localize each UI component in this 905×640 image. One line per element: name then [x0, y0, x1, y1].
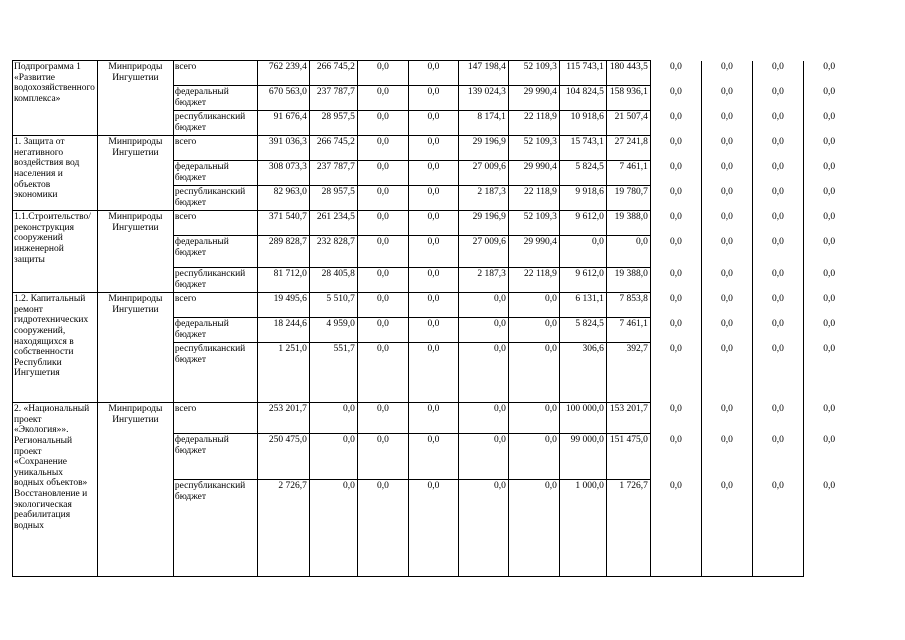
program-name: 1.1.Строительство/реконструкция сооружений инженерной защиты: [13, 211, 98, 293]
value-cell: 0,0: [752, 403, 803, 434]
value-cell: 0,0: [701, 403, 752, 434]
value-cell: 0,0: [650, 186, 701, 211]
value-cell: 0,0: [752, 86, 803, 111]
value-cell: 0,0: [752, 293, 803, 318]
value-cell: 0,0: [752, 236, 803, 268]
value-cell: 0,0: [701, 268, 752, 293]
value-cell: 306,6: [559, 343, 606, 403]
value-cell: 19 495,6: [257, 293, 309, 318]
value-cell: 151 475,0: [606, 434, 650, 480]
value-cell: 0,0: [701, 318, 752, 343]
table-row: [13, 136, 855, 161]
value-cell: 0,0: [803, 480, 854, 577]
funding-source: федеральный бюджет: [173, 86, 257, 111]
value-cell: 0,0: [508, 293, 559, 318]
value-cell: 0,0: [458, 480, 508, 577]
funding-source: всего: [173, 211, 257, 236]
value-cell: 2 187,3: [458, 186, 508, 211]
value-cell: 0,0: [309, 434, 357, 480]
value-cell: 0,0: [752, 480, 803, 577]
value-cell: 308 073,3: [257, 161, 309, 186]
value-cell: 180 443,5: [606, 61, 650, 86]
value-cell: 10 918,6: [559, 111, 606, 136]
value-cell: 22 118,9: [508, 268, 559, 293]
value-cell: 27 009,6: [458, 161, 508, 186]
value-cell: 0,0: [357, 293, 408, 318]
value-cell: 0,0: [701, 480, 752, 577]
value-cell: 0,0: [408, 343, 458, 403]
value-cell: 0,0: [752, 211, 803, 236]
funding-source: республиканский бюджет: [173, 111, 257, 136]
executor-name: Минприроды Ингушетии: [97, 136, 173, 211]
value-cell: 100 000,0: [559, 403, 606, 434]
value-cell: 0,0: [650, 61, 701, 86]
executor-name: Минприроды Ингушетии: [97, 61, 173, 136]
value-cell: 0,0: [803, 403, 854, 434]
value-cell: 0,0: [803, 86, 854, 111]
value-cell: 0,0: [752, 61, 803, 86]
value-cell: 0,0: [803, 61, 854, 86]
value-cell: 0,0: [803, 186, 854, 211]
value-cell: 0,0: [803, 293, 854, 318]
value-cell: 0,0: [803, 161, 854, 186]
value-cell: 0,0: [357, 268, 408, 293]
value-cell: 0,0: [559, 236, 606, 268]
funding-source: всего: [173, 293, 257, 318]
value-cell: 0,0: [508, 480, 559, 577]
value-cell: 0,0: [701, 434, 752, 480]
value-cell: 0,0: [803, 268, 854, 293]
value-cell: 0,0: [357, 434, 408, 480]
value-cell: 289 828,7: [257, 236, 309, 268]
program-name: Подпрограмма 1 «Развитие водохозяйственного комплекса»: [13, 61, 98, 136]
value-cell: 0,0: [408, 211, 458, 236]
value-cell: 0,0: [357, 161, 408, 186]
value-cell: 0,0: [701, 293, 752, 318]
value-cell: 7 853,8: [606, 293, 650, 318]
value-cell: 22 118,9: [508, 111, 559, 136]
value-cell: 0,0: [803, 318, 854, 343]
value-cell: 147 198,4: [458, 61, 508, 86]
funding-source: федеральный бюджет: [173, 161, 257, 186]
value-cell: 139 024,3: [458, 86, 508, 111]
value-cell: 29 990,4: [508, 161, 559, 186]
value-cell: 237 787,7: [309, 86, 357, 111]
value-cell: 52 109,3: [508, 211, 559, 236]
program-name: 1. Защита от негативного воздействия вод населения и объектов экономики: [13, 136, 98, 211]
value-cell: 0,0: [357, 236, 408, 268]
table-row: [13, 403, 855, 434]
funding-source: федеральный бюджет: [173, 318, 257, 343]
funding-source: республиканский бюджет: [173, 480, 257, 577]
value-cell: 0,0: [701, 111, 752, 136]
value-cell: 0,0: [357, 186, 408, 211]
value-cell: 0,0: [650, 343, 701, 403]
value-cell: 0,0: [408, 434, 458, 480]
value-cell: 0,0: [650, 136, 701, 161]
value-cell: 0,0: [650, 434, 701, 480]
value-cell: 153 201,7: [606, 403, 650, 434]
value-cell: 99 000,0: [559, 434, 606, 480]
value-cell: 551,7: [309, 343, 357, 403]
value-cell: 0,0: [408, 61, 458, 86]
value-cell: 0,0: [803, 343, 854, 403]
value-cell: 5 824,5: [559, 161, 606, 186]
value-cell: 0,0: [508, 343, 559, 403]
value-cell: 0,0: [701, 236, 752, 268]
value-cell: 0,0: [650, 480, 701, 577]
value-cell: 7 461,1: [606, 318, 650, 343]
value-cell: 0,0: [803, 236, 854, 268]
value-cell: 0,0: [650, 86, 701, 111]
value-cell: 0,0: [650, 318, 701, 343]
value-cell: 266 745,2: [309, 61, 357, 86]
value-cell: 253 201,7: [257, 403, 309, 434]
funding-source: всего: [173, 61, 257, 86]
value-cell: 250 475,0: [257, 434, 309, 480]
value-cell: 0,0: [803, 434, 854, 480]
value-cell: 0,0: [458, 343, 508, 403]
value-cell: 1 000,0: [559, 480, 606, 577]
executor-name: Минприроды Ингушетии: [97, 293, 173, 403]
funding-source: федеральный бюджет: [173, 434, 257, 480]
value-cell: 0,0: [357, 318, 408, 343]
value-cell: 0,0: [408, 86, 458, 111]
value-cell: 4 959,0: [309, 318, 357, 343]
table-row: [13, 211, 855, 236]
value-cell: 0,0: [357, 111, 408, 136]
value-cell: 9 918,6: [559, 186, 606, 211]
value-cell: 27 241,8: [606, 136, 650, 161]
value-cell: 0,0: [701, 161, 752, 186]
value-cell: 0,0: [701, 211, 752, 236]
executor-name: Минприроды Ингушетии: [97, 211, 173, 293]
value-cell: 0,0: [408, 268, 458, 293]
value-cell: 0,0: [408, 403, 458, 434]
funding-source: республиканский бюджет: [173, 268, 257, 293]
value-cell: 81 712,0: [257, 268, 309, 293]
value-cell: 237 787,7: [309, 161, 357, 186]
value-cell: 29 196,9: [458, 211, 508, 236]
value-cell: 1 251,0: [257, 343, 309, 403]
value-cell: 0,0: [309, 403, 357, 434]
budget-table-sheet: [12, 60, 854, 577]
value-cell: 0,0: [650, 111, 701, 136]
value-cell: 266 745,2: [309, 136, 357, 161]
value-cell: 0,0: [408, 236, 458, 268]
value-cell: 0,0: [701, 61, 752, 86]
value-cell: 0,0: [650, 236, 701, 268]
value-cell: 0,0: [408, 186, 458, 211]
value-cell: 29 990,4: [508, 86, 559, 111]
value-cell: 9 612,0: [559, 268, 606, 293]
value-cell: 115 743,1: [559, 61, 606, 86]
value-cell: 392,7: [606, 343, 650, 403]
value-cell: 28 957,5: [309, 186, 357, 211]
value-cell: 52 109,3: [508, 136, 559, 161]
value-cell: 0,0: [752, 161, 803, 186]
value-cell: 28 957,5: [309, 111, 357, 136]
funding-source: республиканский бюджет: [173, 343, 257, 403]
program-name: 1.2. Капитальный ремонт гидротехнических сооружений, находящихся в собственности Республики Ингушетия: [13, 293, 98, 403]
value-cell: 2 187,3: [458, 268, 508, 293]
value-cell: 0,0: [752, 434, 803, 480]
value-cell: 2 726,7: [257, 480, 309, 577]
value-cell: 0,0: [701, 136, 752, 161]
value-cell: 0,0: [458, 434, 508, 480]
value-cell: 0,0: [357, 211, 408, 236]
value-cell: 0,0: [408, 161, 458, 186]
table-row: [13, 293, 855, 318]
value-cell: 1 726,7: [606, 480, 650, 577]
funding-source: всего: [173, 403, 257, 434]
value-cell: 9 612,0: [559, 211, 606, 236]
value-cell: 0,0: [650, 403, 701, 434]
value-cell: 19 388,0: [606, 211, 650, 236]
value-cell: 52 109,3: [508, 61, 559, 86]
value-cell: 0,0: [408, 480, 458, 577]
value-cell: 261 234,5: [309, 211, 357, 236]
value-cell: 0,0: [752, 136, 803, 161]
value-cell: 104 824,5: [559, 86, 606, 111]
value-cell: 0,0: [701, 343, 752, 403]
value-cell: 82 963,0: [257, 186, 309, 211]
value-cell: 5 510,7: [309, 293, 357, 318]
value-cell: 0,0: [752, 343, 803, 403]
value-cell: 0,0: [357, 480, 408, 577]
value-cell: 371 540,7: [257, 211, 309, 236]
funding-source: федеральный бюджет: [173, 236, 257, 268]
value-cell: 19 388,0: [606, 268, 650, 293]
value-cell: 670 563,0: [257, 86, 309, 111]
executor-name: Минприроды Ингушетии: [97, 403, 173, 577]
value-cell: 0,0: [752, 268, 803, 293]
program-name: 2. «Национальный проект «Экология»». Региональный проект «Сохранение уникальных водных объектов» Восстановление и экологическая реабилитация водных: [13, 403, 98, 577]
value-cell: 7 461,1: [606, 161, 650, 186]
value-cell: 0,0: [508, 318, 559, 343]
value-cell: 19 780,7: [606, 186, 650, 211]
value-cell: 91 676,4: [257, 111, 309, 136]
value-cell: 5 824,5: [559, 318, 606, 343]
value-cell: 0,0: [803, 211, 854, 236]
value-cell: 0,0: [752, 318, 803, 343]
value-cell: 0,0: [357, 86, 408, 111]
value-cell: 6 131,1: [559, 293, 606, 318]
value-cell: 0,0: [650, 293, 701, 318]
value-cell: 0,0: [357, 136, 408, 161]
value-cell: 158 936,1: [606, 86, 650, 111]
value-cell: 232 828,7: [309, 236, 357, 268]
value-cell: 0,0: [309, 480, 357, 577]
value-cell: 0,0: [701, 186, 752, 211]
value-cell: 0,0: [650, 268, 701, 293]
value-cell: 762 239,4: [257, 61, 309, 86]
value-cell: 18 244,6: [257, 318, 309, 343]
value-cell: 28 405,8: [309, 268, 357, 293]
value-cell: 8 174,1: [458, 111, 508, 136]
value-cell: 0,0: [458, 293, 508, 318]
value-cell: 29 196,9: [458, 136, 508, 161]
value-cell: 0,0: [357, 61, 408, 86]
value-cell: 0,0: [357, 403, 408, 434]
value-cell: 0,0: [606, 236, 650, 268]
value-cell: 0,0: [650, 161, 701, 186]
value-cell: 0,0: [803, 111, 854, 136]
budget-table: [12, 60, 854, 577]
value-cell: 0,0: [508, 403, 559, 434]
funding-source: всего: [173, 136, 257, 161]
value-cell: 27 009,6: [458, 236, 508, 268]
value-cell: 29 990,4: [508, 236, 559, 268]
value-cell: 0,0: [701, 86, 752, 111]
value-cell: 0,0: [458, 403, 508, 434]
value-cell: 22 118,9: [508, 186, 559, 211]
value-cell: 0,0: [752, 186, 803, 211]
value-cell: 391 036,3: [257, 136, 309, 161]
value-cell: 0,0: [408, 111, 458, 136]
value-cell: 0,0: [357, 343, 408, 403]
value-cell: 0,0: [458, 318, 508, 343]
value-cell: 0,0: [752, 111, 803, 136]
value-cell: 21 507,4: [606, 111, 650, 136]
value-cell: 0,0: [803, 136, 854, 161]
value-cell: 0,0: [408, 136, 458, 161]
value-cell: 0,0: [408, 318, 458, 343]
value-cell: 15 743,1: [559, 136, 606, 161]
value-cell: 0,0: [508, 434, 559, 480]
funding-source: республиканский бюджет: [173, 186, 257, 211]
value-cell: 0,0: [408, 293, 458, 318]
value-cell: 0,0: [650, 211, 701, 236]
table-row: [13, 61, 855, 86]
table-body: [13, 61, 855, 577]
